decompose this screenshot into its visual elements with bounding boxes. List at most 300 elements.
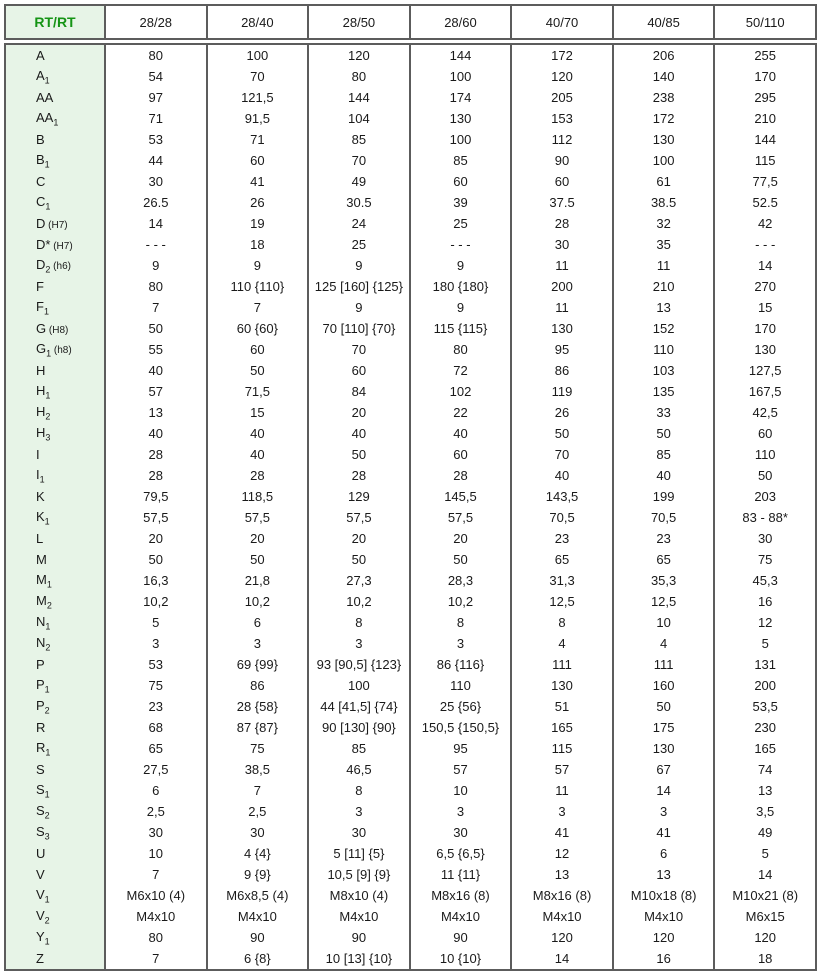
value-cell: 8 bbox=[512, 612, 614, 633]
value-cell: 69 {99} bbox=[208, 654, 310, 675]
value-cell: 203 bbox=[715, 486, 817, 507]
value-cell: 44 bbox=[106, 150, 208, 171]
value-cell: 8 bbox=[411, 612, 513, 633]
column-header-28-60: 28/60 bbox=[411, 4, 513, 40]
value-cell: 11 bbox=[512, 297, 614, 318]
value-cell: M6x8,5 (4) bbox=[208, 885, 310, 906]
value-cell: 135 bbox=[614, 381, 716, 402]
row-label: $N_2$ bbox=[4, 633, 106, 654]
value-cell: 100 bbox=[411, 129, 513, 150]
table-row bbox=[4, 717, 817, 738]
value-cell: 20 bbox=[309, 528, 411, 549]
value-cell: 125 [160] {125} bbox=[309, 276, 411, 297]
value-cell: 120 bbox=[512, 927, 614, 948]
value-cell: 238 bbox=[614, 87, 716, 108]
value-cell: 70 bbox=[309, 339, 411, 360]
value-cell: 30 bbox=[512, 234, 614, 255]
value-cell: 60 bbox=[715, 423, 817, 444]
value-cell: - - - bbox=[106, 234, 208, 255]
value-cell: 11 bbox=[512, 780, 614, 801]
table-row bbox=[4, 654, 817, 675]
value-cell: M4x10 bbox=[309, 906, 411, 927]
value-cell: 90 bbox=[512, 150, 614, 171]
row-label: $Y_1$ bbox=[4, 927, 106, 948]
table-row bbox=[4, 129, 817, 150]
value-cell: 41 bbox=[208, 171, 310, 192]
row-label: $C_1$ bbox=[4, 192, 106, 213]
value-cell: - - - bbox=[411, 234, 513, 255]
value-cell: 71,5 bbox=[208, 381, 310, 402]
value-cell: 42,5 bbox=[715, 402, 817, 423]
value-cell: 270 bbox=[715, 276, 817, 297]
value-cell: 13 bbox=[614, 297, 716, 318]
value-cell: 40 bbox=[309, 423, 411, 444]
value-cell: 16 bbox=[715, 591, 817, 612]
value-cell: 50 bbox=[208, 360, 310, 381]
value-cell: 23 bbox=[106, 696, 208, 717]
value-cell: 40 bbox=[512, 465, 614, 486]
value-cell: 30 bbox=[106, 822, 208, 843]
value-cell: 86 bbox=[208, 675, 310, 696]
table-row bbox=[4, 822, 817, 843]
value-cell: 57,5 bbox=[208, 507, 310, 528]
row-label: S bbox=[4, 759, 106, 780]
value-cell: M8x16 (8) bbox=[411, 885, 513, 906]
value-cell: 230 bbox=[715, 717, 817, 738]
value-cell: 15 bbox=[715, 297, 817, 318]
value-cell: 144 bbox=[309, 87, 411, 108]
value-cell: 30 bbox=[208, 822, 310, 843]
table-row bbox=[4, 66, 817, 87]
value-cell: 16,3 bbox=[106, 570, 208, 591]
value-cell: 21,8 bbox=[208, 570, 310, 591]
value-cell: 28 bbox=[106, 444, 208, 465]
value-cell: 75 bbox=[208, 738, 310, 759]
value-cell: 57 bbox=[411, 759, 513, 780]
value-cell: 50 bbox=[614, 696, 716, 717]
value-cell: 130 bbox=[614, 738, 716, 759]
value-cell: 75 bbox=[106, 675, 208, 696]
value-cell: 90 [130] {90} bbox=[309, 717, 411, 738]
table-row bbox=[4, 738, 817, 759]
value-cell: 2,5 bbox=[208, 801, 310, 822]
value-cell: M4x10 bbox=[106, 906, 208, 927]
row-label: $S_3$ bbox=[4, 822, 106, 843]
row-label: $M_1$ bbox=[4, 570, 106, 591]
value-cell: 10 [13] {10} bbox=[309, 948, 411, 971]
value-cell: 91,5 bbox=[208, 108, 310, 129]
table-row bbox=[4, 318, 817, 339]
value-cell: 9 {9} bbox=[208, 864, 310, 885]
value-cell: 70 bbox=[512, 444, 614, 465]
value-cell: 20 bbox=[106, 528, 208, 549]
row-label: $I_1$ bbox=[4, 465, 106, 486]
value-cell: 85 bbox=[309, 129, 411, 150]
value-cell: M4x10 bbox=[208, 906, 310, 927]
value-cell: 172 bbox=[512, 43, 614, 66]
value-cell: 103 bbox=[614, 360, 716, 381]
value-cell: 28 bbox=[106, 465, 208, 486]
table-row bbox=[4, 864, 817, 885]
value-cell: 295 bbox=[715, 87, 817, 108]
value-cell: 165 bbox=[715, 738, 817, 759]
value-cell: 12 bbox=[715, 612, 817, 633]
value-cell: 200 bbox=[715, 675, 817, 696]
value-cell: 83 - 88* bbox=[715, 507, 817, 528]
value-cell: 57,5 bbox=[106, 507, 208, 528]
value-cell: 60 bbox=[208, 150, 310, 171]
value-cell: 28 bbox=[309, 465, 411, 486]
table-row bbox=[4, 696, 817, 717]
value-cell: 85 bbox=[309, 738, 411, 759]
value-cell: 7 bbox=[106, 864, 208, 885]
column-header-28-28: 28/28 bbox=[106, 4, 208, 40]
value-cell: 95 bbox=[512, 339, 614, 360]
value-cell: 26.5 bbox=[106, 192, 208, 213]
value-cell: 50 bbox=[715, 465, 817, 486]
value-cell: 3 bbox=[411, 633, 513, 654]
value-cell: 26 bbox=[208, 192, 310, 213]
row-label: K bbox=[4, 486, 106, 507]
row-label: $H_1$ bbox=[4, 381, 106, 402]
value-cell: 40 bbox=[106, 360, 208, 381]
value-cell: 18 bbox=[208, 234, 310, 255]
value-cell: 70,5 bbox=[614, 507, 716, 528]
table-row bbox=[4, 948, 817, 971]
value-cell: 11 bbox=[512, 255, 614, 276]
value-cell: 90 bbox=[208, 927, 310, 948]
value-cell: 93 [90,5] {123} bbox=[309, 654, 411, 675]
value-cell: 210 bbox=[614, 276, 716, 297]
row-label: $D_2$ (h6) bbox=[4, 255, 106, 276]
value-cell: 13 bbox=[512, 864, 614, 885]
value-cell: 31,3 bbox=[512, 570, 614, 591]
value-cell: 85 bbox=[411, 150, 513, 171]
value-cell: 50 bbox=[614, 423, 716, 444]
value-cell: 46,5 bbox=[309, 759, 411, 780]
table-row bbox=[4, 675, 817, 696]
value-cell: 50 bbox=[106, 318, 208, 339]
value-cell: 6 bbox=[208, 612, 310, 633]
value-cell: 4 {4} bbox=[208, 843, 310, 864]
value-cell: 130 bbox=[411, 108, 513, 129]
value-cell: 61 bbox=[614, 171, 716, 192]
value-cell: 100 bbox=[411, 66, 513, 87]
value-cell: 7 bbox=[106, 948, 208, 971]
value-cell: 10 bbox=[411, 780, 513, 801]
row-label: $R_1$ bbox=[4, 738, 106, 759]
value-cell: 110 {110} bbox=[208, 276, 310, 297]
value-cell: 44 [41,5] {74} bbox=[309, 696, 411, 717]
value-cell: 3 bbox=[309, 633, 411, 654]
row-label: $N_1$ bbox=[4, 612, 106, 633]
value-cell: M4x10 bbox=[411, 906, 513, 927]
value-cell: 130 bbox=[715, 339, 817, 360]
value-cell: 97 bbox=[106, 87, 208, 108]
value-cell: 206 bbox=[614, 43, 716, 66]
value-cell: 130 bbox=[512, 318, 614, 339]
table-row bbox=[4, 906, 817, 927]
table-row bbox=[4, 507, 817, 528]
value-cell: 77,5 bbox=[715, 171, 817, 192]
value-cell: 170 bbox=[715, 318, 817, 339]
value-cell: 84 bbox=[309, 381, 411, 402]
value-cell: 20 bbox=[411, 528, 513, 549]
value-cell: 110 bbox=[614, 339, 716, 360]
table-row bbox=[4, 801, 817, 822]
value-cell: 80 bbox=[106, 276, 208, 297]
value-cell: 130 bbox=[614, 129, 716, 150]
value-cell: 41 bbox=[512, 822, 614, 843]
value-cell: 23 bbox=[614, 528, 716, 549]
value-cell: 49 bbox=[715, 822, 817, 843]
table-row bbox=[4, 927, 817, 948]
value-cell: 6,5 {6,5} bbox=[411, 843, 513, 864]
value-cell: 51 bbox=[512, 696, 614, 717]
value-cell: 50 bbox=[309, 444, 411, 465]
table-row bbox=[4, 276, 817, 297]
value-cell: 8 bbox=[309, 780, 411, 801]
value-cell: 65 bbox=[106, 738, 208, 759]
column-header-28-50: 28/50 bbox=[309, 4, 411, 40]
row-label: V bbox=[4, 864, 106, 885]
value-cell: 3 bbox=[411, 801, 513, 822]
row-label: $H_2$ bbox=[4, 402, 106, 423]
row-label: Z bbox=[4, 948, 106, 971]
value-cell: 13 bbox=[106, 402, 208, 423]
value-cell: 119 bbox=[512, 381, 614, 402]
value-cell: 72 bbox=[411, 360, 513, 381]
value-cell: 5 [11] {5} bbox=[309, 843, 411, 864]
row-label: P bbox=[4, 654, 106, 675]
value-cell: 100 bbox=[208, 43, 310, 66]
value-cell: 30 bbox=[309, 822, 411, 843]
row-label: $G_1$ (h8) bbox=[4, 339, 106, 360]
value-cell: 40 bbox=[106, 423, 208, 444]
value-cell: 115 {115} bbox=[411, 318, 513, 339]
value-cell: 4 bbox=[614, 633, 716, 654]
value-cell: 120 bbox=[309, 43, 411, 66]
table-row bbox=[4, 465, 817, 486]
value-cell: 3 bbox=[309, 801, 411, 822]
value-cell: 9 bbox=[106, 255, 208, 276]
table-row bbox=[4, 192, 817, 213]
value-cell: 87 {87} bbox=[208, 717, 310, 738]
corner-label: RT/RT bbox=[4, 4, 106, 40]
value-cell: 60 bbox=[309, 360, 411, 381]
value-cell: 6 bbox=[614, 843, 716, 864]
value-cell: 165 bbox=[512, 717, 614, 738]
value-cell: 80 bbox=[106, 43, 208, 66]
table-row bbox=[4, 528, 817, 549]
value-cell: 10 {10} bbox=[411, 948, 513, 971]
value-cell: 60 bbox=[411, 171, 513, 192]
value-cell: 170 bbox=[715, 66, 817, 87]
value-cell: 143,5 bbox=[512, 486, 614, 507]
value-cell: 74 bbox=[715, 759, 817, 780]
value-cell: 86 {116} bbox=[411, 654, 513, 675]
value-cell: 2,5 bbox=[106, 801, 208, 822]
table-row bbox=[4, 486, 817, 507]
value-cell: 52.5 bbox=[715, 192, 817, 213]
value-cell: 11 bbox=[614, 255, 716, 276]
value-cell: 175 bbox=[614, 717, 716, 738]
value-cell: M8x16 (8) bbox=[512, 885, 614, 906]
row-label: $B_1$ bbox=[4, 150, 106, 171]
table-row bbox=[4, 360, 817, 381]
value-cell: 152 bbox=[614, 318, 716, 339]
value-cell: 30 bbox=[411, 822, 513, 843]
value-cell: 14 bbox=[715, 255, 817, 276]
value-cell: 121,5 bbox=[208, 87, 310, 108]
row-label: AA bbox=[4, 87, 106, 108]
value-cell: 144 bbox=[715, 129, 817, 150]
value-cell: M6x15 bbox=[715, 906, 817, 927]
value-cell: 27,3 bbox=[309, 570, 411, 591]
column-header-40-70: 40/70 bbox=[512, 4, 614, 40]
table-row bbox=[4, 43, 817, 66]
value-cell: 45,3 bbox=[715, 570, 817, 591]
value-cell: 144 bbox=[411, 43, 513, 66]
table-row bbox=[4, 213, 817, 234]
value-cell: 23 bbox=[512, 528, 614, 549]
value-cell: 28,3 bbox=[411, 570, 513, 591]
value-cell: 115 bbox=[512, 738, 614, 759]
value-cell: 90 bbox=[309, 927, 411, 948]
value-cell: M4x10 bbox=[512, 906, 614, 927]
value-cell: 9 bbox=[411, 297, 513, 318]
value-cell: 115 bbox=[715, 150, 817, 171]
value-cell: 9 bbox=[309, 297, 411, 318]
value-cell: 13 bbox=[614, 864, 716, 885]
value-cell: 10,2 bbox=[309, 591, 411, 612]
row-label: $A_1$ bbox=[4, 66, 106, 87]
value-cell: 10 bbox=[614, 612, 716, 633]
value-cell: 172 bbox=[614, 108, 716, 129]
row-label: $P_1$ bbox=[4, 675, 106, 696]
table-row bbox=[4, 255, 817, 276]
value-cell: 120 bbox=[512, 66, 614, 87]
value-cell: 55 bbox=[106, 339, 208, 360]
value-cell: 180 {180} bbox=[411, 276, 513, 297]
value-cell: 53,5 bbox=[715, 696, 817, 717]
value-cell: 19 bbox=[208, 213, 310, 234]
value-cell: 12,5 bbox=[512, 591, 614, 612]
value-cell: 110 bbox=[715, 444, 817, 465]
value-cell: 199 bbox=[614, 486, 716, 507]
value-cell: M10x18 (8) bbox=[614, 885, 716, 906]
value-cell: 7 bbox=[106, 297, 208, 318]
table-row bbox=[4, 612, 817, 633]
value-cell: 30 bbox=[106, 171, 208, 192]
value-cell: 28 {58} bbox=[208, 696, 310, 717]
value-cell: 111 bbox=[614, 654, 716, 675]
value-cell: 54 bbox=[106, 66, 208, 87]
table-row bbox=[4, 108, 817, 129]
value-cell: 42 bbox=[715, 213, 817, 234]
row-label: U bbox=[4, 843, 106, 864]
value-cell: 65 bbox=[512, 549, 614, 570]
value-cell: 3 bbox=[512, 801, 614, 822]
value-cell: 129 bbox=[309, 486, 411, 507]
value-cell: 39 bbox=[411, 192, 513, 213]
value-cell: 70 [110] {70} bbox=[309, 318, 411, 339]
value-cell: 60 bbox=[208, 339, 310, 360]
value-cell: 60 {60} bbox=[208, 318, 310, 339]
table-row bbox=[4, 402, 817, 423]
header-row bbox=[4, 4, 817, 40]
value-cell: 140 bbox=[614, 66, 716, 87]
value-cell: 100 bbox=[614, 150, 716, 171]
value-cell: 112 bbox=[512, 129, 614, 150]
value-cell: 12 bbox=[512, 843, 614, 864]
value-cell: 111 bbox=[512, 654, 614, 675]
row-label: M bbox=[4, 549, 106, 570]
value-cell: 160 bbox=[614, 675, 716, 696]
value-cell: 50 bbox=[208, 549, 310, 570]
value-cell: M6x10 (4) bbox=[106, 885, 208, 906]
value-cell: 11 {11} bbox=[411, 864, 513, 885]
value-cell: 10,2 bbox=[411, 591, 513, 612]
table-row bbox=[4, 633, 817, 654]
value-cell: 14 bbox=[614, 780, 716, 801]
value-cell: 30.5 bbox=[309, 192, 411, 213]
value-cell: M10x21 (8) bbox=[715, 885, 817, 906]
value-cell: 49 bbox=[309, 171, 411, 192]
value-cell: 80 bbox=[106, 927, 208, 948]
value-cell: 25 bbox=[411, 213, 513, 234]
value-cell: 7 bbox=[208, 297, 310, 318]
value-cell: 10,5 [9] {9} bbox=[309, 864, 411, 885]
value-cell: 16 bbox=[614, 948, 716, 971]
value-cell: 174 bbox=[411, 87, 513, 108]
value-cell: M4x10 bbox=[614, 906, 716, 927]
value-cell: 167,5 bbox=[715, 381, 817, 402]
table-row bbox=[4, 381, 817, 402]
row-label: B bbox=[4, 129, 106, 150]
table-row bbox=[4, 591, 817, 612]
value-cell: 67 bbox=[614, 759, 716, 780]
value-cell: - - - bbox=[715, 234, 817, 255]
value-cell: 25 bbox=[309, 234, 411, 255]
value-cell: 13 bbox=[715, 780, 817, 801]
value-cell: 80 bbox=[411, 339, 513, 360]
row-label: $AA_1$ bbox=[4, 108, 106, 129]
value-cell: 27,5 bbox=[106, 759, 208, 780]
value-cell: 70 bbox=[208, 66, 310, 87]
value-cell: 60 bbox=[512, 171, 614, 192]
value-cell: 110 bbox=[411, 675, 513, 696]
value-cell: 6 bbox=[106, 780, 208, 801]
value-cell: 22 bbox=[411, 402, 513, 423]
value-cell: 26 bbox=[512, 402, 614, 423]
value-cell: 35 bbox=[614, 234, 716, 255]
value-cell: 38,5 bbox=[208, 759, 310, 780]
value-cell: 10,2 bbox=[106, 591, 208, 612]
value-cell: 14 bbox=[106, 213, 208, 234]
value-cell: 118,5 bbox=[208, 486, 310, 507]
value-cell: 40 bbox=[614, 465, 716, 486]
value-cell: 131 bbox=[715, 654, 817, 675]
value-cell: 200 bbox=[512, 276, 614, 297]
value-cell: 130 bbox=[512, 675, 614, 696]
value-cell: 104 bbox=[309, 108, 411, 129]
value-cell: 57 bbox=[512, 759, 614, 780]
row-label: H bbox=[4, 360, 106, 381]
value-cell: 9 bbox=[411, 255, 513, 276]
table-row bbox=[4, 549, 817, 570]
row-label: A bbox=[4, 43, 106, 66]
